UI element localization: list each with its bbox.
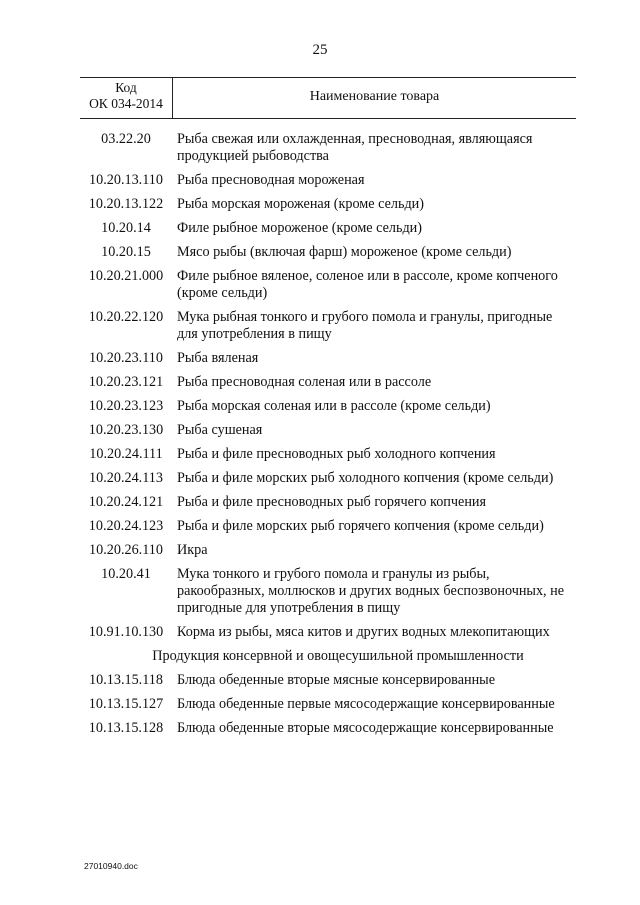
row-name: Блюда обеденные вторые мясные консервированные	[177, 672, 496, 688]
row-code: 10.20.24.111	[89, 446, 163, 462]
table-row	[80, 196, 576, 213]
row-code: 10.91.10.130	[88, 624, 164, 640]
row-name: Филе рыбное мороженое (кроме сельди)	[177, 220, 423, 236]
row-code: 03.22.20	[101, 131, 151, 147]
row-name: Филе рыбное вяленое, соленое или в рассоле, кроме копченого (кроме сельди)	[177, 268, 558, 301]
row-code: 10.20.26.110	[89, 542, 163, 558]
row-code: 10.20.23.110	[89, 350, 163, 366]
table-row	[80, 309, 576, 343]
table-row	[80, 350, 576, 367]
row-code: 10.20.23.123	[88, 398, 164, 414]
page-number: 25	[312, 42, 328, 58]
table-row	[80, 220, 576, 237]
row-code: 10.20.14	[101, 220, 151, 236]
rows-fish	[80, 131, 576, 641]
row-name: Рыба морская соленая или в рассоле (кроме сельди)	[177, 398, 491, 414]
row-code: 10.20.24.123	[88, 518, 164, 534]
row-name: Блюда обеденные вторые мясосодержащие консервированные	[177, 720, 554, 736]
row-code: 10.20.15	[101, 244, 151, 260]
row-code: 10.20.13.110	[89, 172, 163, 188]
row-code: 10.20.21.000	[88, 268, 164, 284]
row-name: Рыба свежая или охлажденная, пресноводная, являющаяся продукцией рыбоводства	[177, 131, 533, 164]
row-code: 10.20.13.122	[88, 196, 164, 212]
row-name: Мясо рыбы (включая фарш) мороженое (кроме сельди)	[177, 244, 512, 260]
row-code: 10.20.24.121	[88, 494, 164, 510]
table-header-bottom-rule	[80, 118, 576, 119]
table-row	[80, 696, 576, 713]
table-row	[80, 624, 576, 641]
table-row	[80, 518, 576, 535]
table-row	[80, 446, 576, 463]
table-row	[80, 566, 576, 617]
table-row	[80, 720, 576, 737]
header-code	[80, 80, 172, 112]
row-name: Рыба пресноводная соленая или в рассоле	[177, 374, 432, 390]
table-row	[80, 244, 576, 261]
row-name: Икра	[177, 542, 208, 558]
row-name: Корма из рыбы, мяса китов и других водных млекопитающих	[177, 624, 550, 640]
table-row	[80, 268, 576, 302]
row-code: 10.13.15.128	[88, 720, 164, 736]
row-code: 10.13.15.127	[88, 696, 164, 712]
table-body	[80, 131, 576, 744]
row-name: Рыба и филе морских рыб горячего копчения (кроме сельди)	[177, 518, 544, 534]
table-row	[80, 172, 576, 189]
row-name: Рыба и филе морских рыб холодного копчения (кроме сельди)	[177, 470, 554, 486]
row-name: Рыба сушеная	[177, 422, 263, 438]
table-row	[80, 398, 576, 415]
header-code-line2: ОК 034-2014	[89, 96, 163, 111]
table-row	[80, 494, 576, 511]
row-name: Блюда обеденные первые мясосодержащие консервированные	[177, 696, 555, 712]
row-name: Мука рыбная тонкого и грубого помола и гранулы, пригодные для употребления в пищу	[177, 309, 553, 342]
row-code: 10.13.15.118	[89, 672, 163, 688]
table-row	[80, 672, 576, 689]
table-row	[80, 131, 576, 165]
row-code: 10.20.23.130	[88, 422, 164, 438]
footer-filename: 27010940.doc	[84, 861, 138, 871]
row-code: 10.20.22.120	[88, 309, 164, 325]
row-code: 10.20.41	[101, 566, 151, 582]
table-row	[80, 422, 576, 439]
table-row	[80, 542, 576, 559]
row-name: Рыба пресноводная мороженая	[177, 172, 365, 188]
row-name: Мука тонкого и грубого помола и гранулы из рыбы, ракообразных, моллюсков и других водных беспозвоночных, не пригодные для употребления в пищу	[177, 566, 565, 616]
header-code-line1: Код	[115, 80, 137, 95]
row-name: Рыба и филе пресноводных рыб горячего копчения	[177, 494, 487, 510]
row-name: Рыба и филе пресноводных рыб холодного копчения	[177, 446, 496, 462]
row-name: Рыба вяленая	[177, 350, 259, 366]
header-name: Наименование товара	[309, 89, 440, 104]
table-top-rule	[80, 77, 576, 78]
row-code: 10.20.23.121	[88, 374, 164, 390]
table-row	[80, 470, 576, 487]
row-name: Рыба морская мороженая (кроме сельди)	[177, 196, 424, 212]
section-title: Продукция консервной и овощесушильной промышленности	[152, 648, 524, 664]
row-code: 10.20.24.113	[89, 470, 163, 486]
table-row	[80, 374, 576, 391]
rows-canned	[80, 672, 576, 737]
